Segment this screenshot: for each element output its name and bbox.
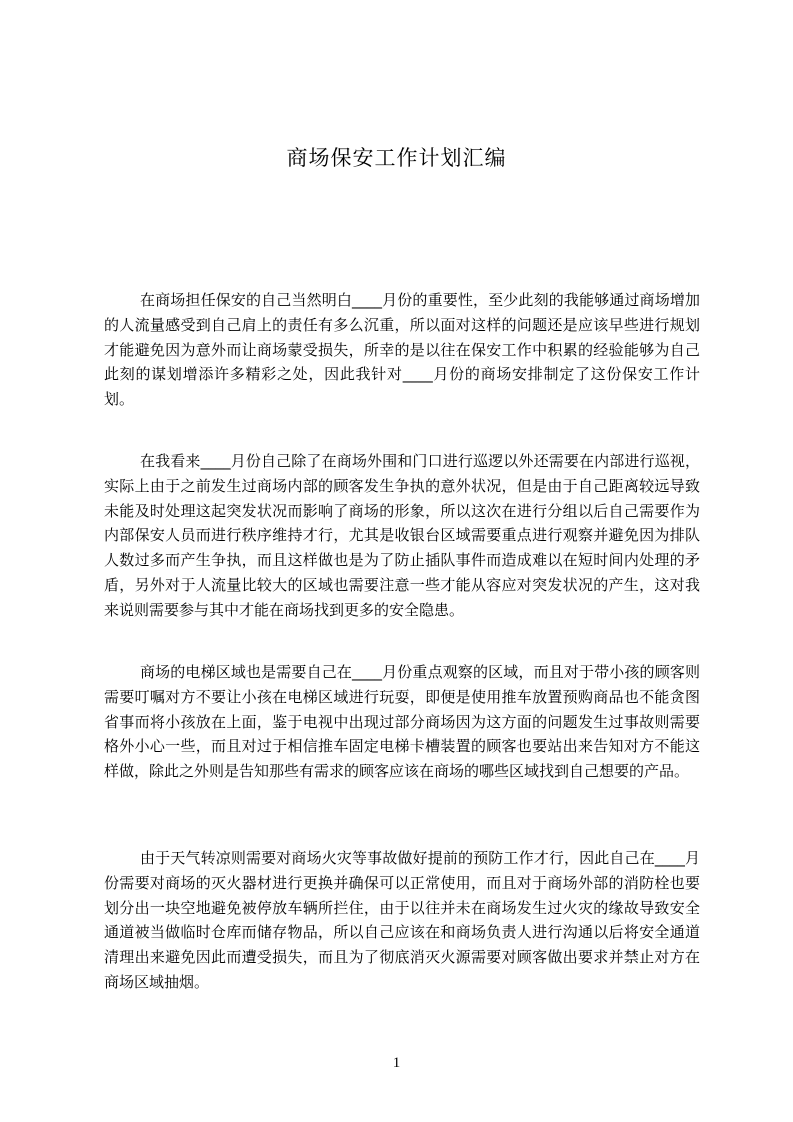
paragraph-2: 在我看来____月份自己除了在商场外围和门口进行巡逻以外还需要在内部进行巡视，实际上由于之前发生过商场内部的顾客发生争执的意外状况，但是由于自己距离较远导致未能及时处理这起突发状况而影响了商场的形象，所以这次在进行分组以后自己需要作为内部保安人员而进行秩序维持才行，尤其是收银台区域需要重点进行观察并避免因为排队人数过多而产生争执，而且这样做也是为了防止插队事件而造成难以在短时间内处理的矛盾，另外对于人流量比较大的区域也需要注意一些才能从容应对突发状况的产生，这对我来说则需要参与其中才能在商场找到更多的安全隐患。: [104, 452, 700, 619]
paragraph-3: 商场的电梯区域也是需要自己在____月份重点观察的区域，而且对于带小孩的顾客则需要叮嘱对方不要让小孩在电梯区域进行玩耍，即便是使用推车放置预购商品也不能贪图省事而将小孩放在上面，鉴于电视中出现过部分商场因为这方面的问题发生过事故则需要格外小心一些，而且对过于相信推车固定电梯卡槽装置的顾客也要站出来告知对方不能这样做，除此之外则是告知那些有需求的顾客应该在商场的哪些区域找到自己想要的产品。: [104, 663, 700, 781]
paragraph-4: 由于天气转凉则需要对商场火灾等事故做好提前的预防工作才行，因此自己在____月份需要对商场的灭火器材进行更换并确保可以正常使用，而且对于商场外部的消防栓也要划分出一块空地避免被停放车辆所拦住，由于以往并未在商场发生过火灾的缘故导致安全通道被当做临时仓库而储存物品，所以自己应该在和商场负责人进行沟通以后将安全通道清理出来避免因此而遭受损失，而且为了彻底消灭火源需要对顾客做出要求并禁止对方在商场区域抽烟。: [104, 849, 700, 991]
paragraph-1: 在商场担任保安的自己当然明白____月份的重要性，至少此刻的我能够通过商场增加的人流量感受到自己肩上的责任有多么沉重，所以面对这样的问题还是应该早些进行规划才能避免因为意外而让商场蒙受损失，所幸的是以往在保安工作中积累的经验能够为自己此刻的谋划增添许多精彩之处，因此我针对____月份的商场安排制定了这份保安工作计划。: [104, 291, 700, 409]
page-number: 1: [392, 1055, 401, 1071]
document-title: 商场保安工作计划汇编: [286, 146, 507, 170]
